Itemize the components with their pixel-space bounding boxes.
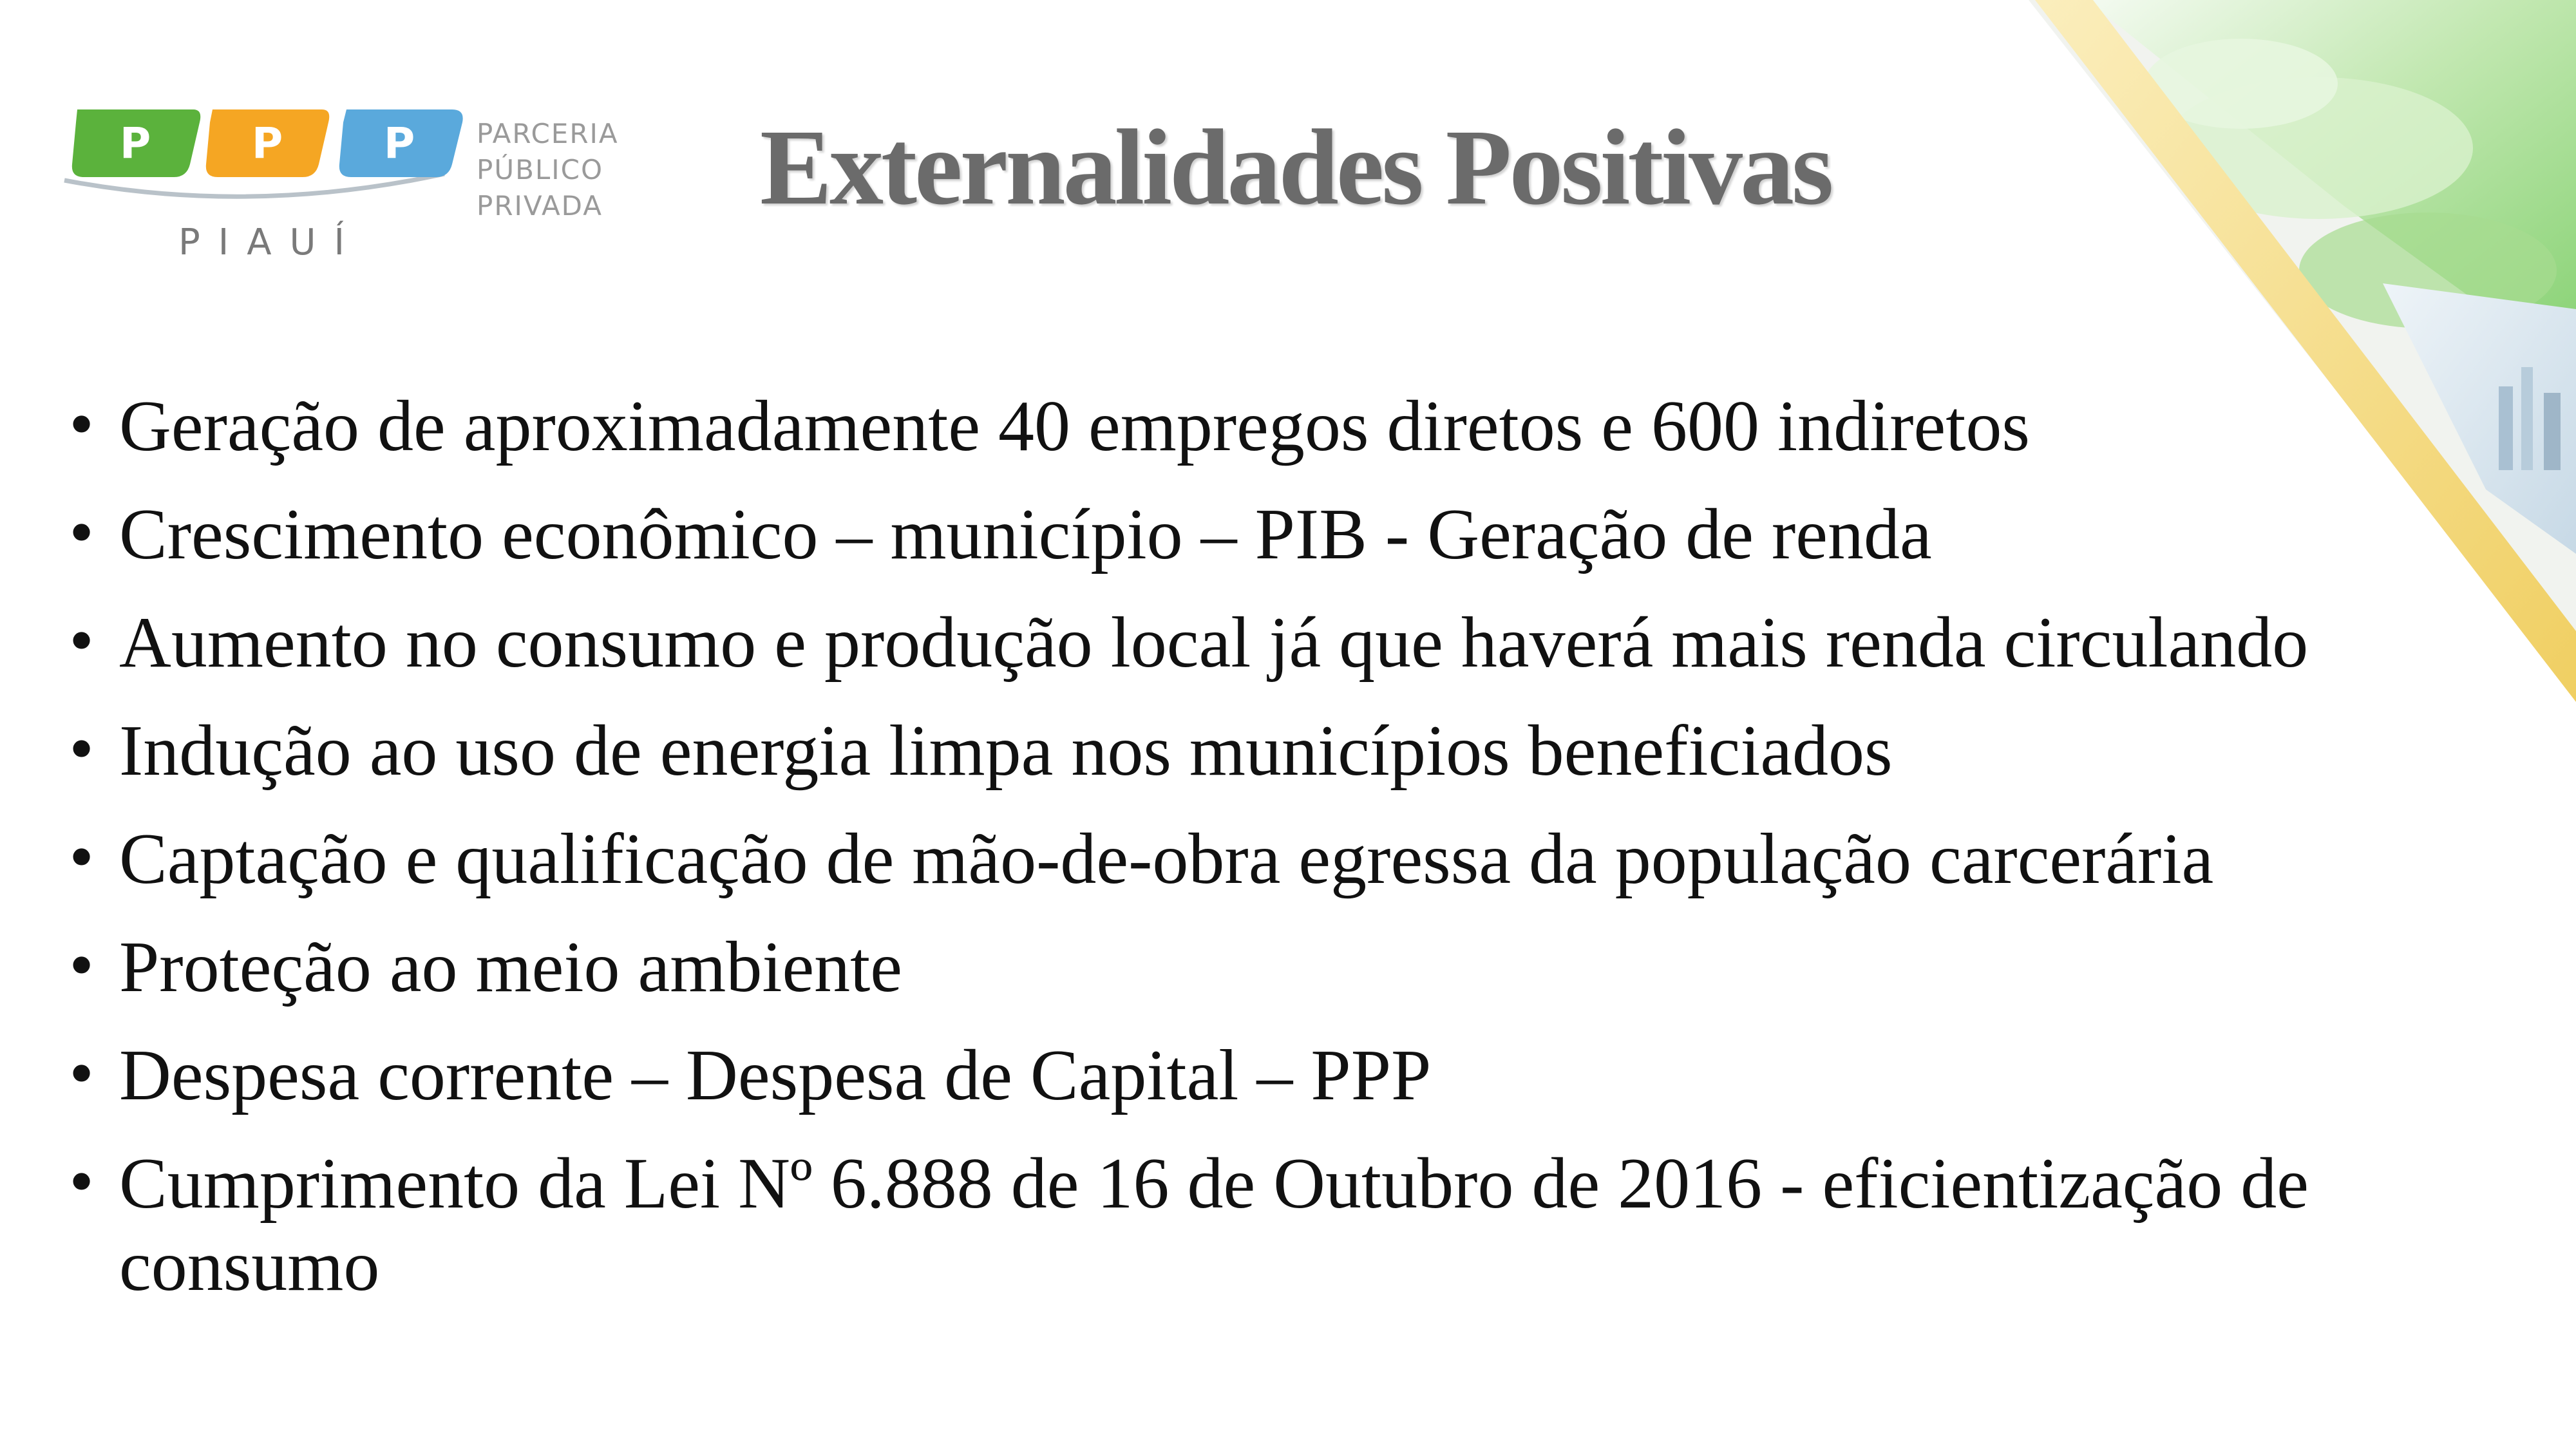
logo-region: PIAUÍ <box>178 222 363 263</box>
bullet-item <box>64 926 2473 1009</box>
bullet-dot-icon: • <box>64 825 99 893</box>
bullet-item <box>64 493 2473 576</box>
bullet-text: Indução ao uso de energia limpa nos municípios beneficiados <box>119 711 1893 791</box>
ppp-piaui-logo <box>58 103 650 270</box>
bullet-dot-icon: • <box>64 1150 99 1217</box>
logo-letter: P <box>119 118 151 168</box>
logo-pill-orange <box>206 109 329 177</box>
bullet-text: Aumento no consumo e produção local já que haverá mais renda circulando <box>119 603 2309 683</box>
logo-letter: P <box>251 118 283 168</box>
bullet-dot-icon: • <box>64 717 99 784</box>
logo-tagline-line: PARCERIA <box>477 118 619 149</box>
logo-pill-green <box>72 109 200 177</box>
bullet-item <box>64 601 2473 684</box>
bullet-text: Proteção ao meio ambiente <box>119 927 902 1007</box>
bullet-dot-icon: • <box>64 500 99 568</box>
bullet-text: Cumprimento da Lei Nº 6.888 de 16 de Outubro de 2016 - eficientização de consumo <box>119 1144 2309 1306</box>
logo-tagline-line: PÚBLICO <box>477 154 604 185</box>
bullet-item <box>64 385 2473 468</box>
bullet-dot-icon: • <box>64 392 99 460</box>
decoration-building <box>2499 386 2513 470</box>
logo-letter: P <box>383 118 415 168</box>
bullet-text: Despesa corrente – Despesa de Capital – PPP <box>119 1036 1432 1115</box>
bullet-text: Geração de aproximadamente 40 empregos diretos e 600 indiretos <box>119 386 2030 466</box>
bullet-item <box>64 818 2473 900</box>
bullet-list <box>64 385 2473 1333</box>
bullet-dot-icon: • <box>64 609 99 676</box>
bullet-dot-icon: • <box>64 933 99 1001</box>
logo-pill-blue <box>339 109 463 177</box>
bullet-item <box>64 710 2473 792</box>
bullet-item <box>64 1142 2473 1307</box>
decoration-building <box>2544 393 2561 470</box>
bullet-item <box>64 1034 2473 1117</box>
page-title: Externalidades Positivas <box>760 108 1832 227</box>
bullet-text: Crescimento econômico – município – PIB - Geração de renda <box>119 495 1932 574</box>
logo-swoosh <box>64 174 444 196</box>
decoration-building <box>2521 367 2533 470</box>
bullet-text: Captação e qualificação de mão-de-obra egressa da população carcerária <box>119 819 2214 899</box>
bullet-dot-icon: • <box>64 1041 99 1109</box>
logo-tagline-line: PRIVADA <box>477 190 603 222</box>
